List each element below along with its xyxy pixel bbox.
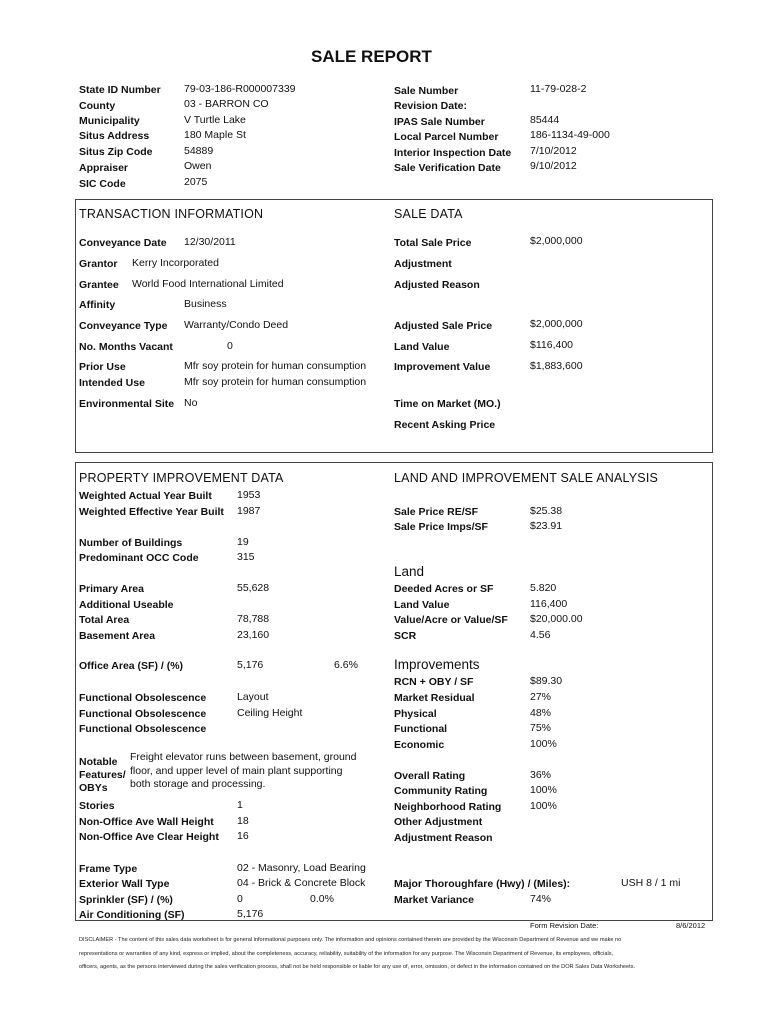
primary-area-label: Primary Area	[79, 583, 144, 595]
revision-date-label: Revision Date:	[394, 100, 467, 112]
sprinkler-label: Sprinkler (SF) / (%)	[79, 894, 173, 906]
imps-sf-label: Sale Price Imps/SF	[394, 521, 488, 533]
total-area-label: Total Area	[79, 614, 130, 626]
property-title: PROPERTY IMPROVEMENT DATA	[79, 471, 284, 485]
buildings-label: Number of Buildings	[79, 537, 183, 549]
frame-value: 02 - Masonry, Load Bearing	[237, 862, 366, 874]
improvements-subtitle: Improvements	[394, 657, 480, 672]
env-site-label: Environmental Site	[79, 398, 175, 410]
inspection-date-label: Interior Inspection Date	[394, 147, 512, 159]
grantee-value: World Food International Limited	[132, 278, 284, 290]
overall-label: Overall Rating	[394, 770, 466, 782]
situs-zip-value: 54889	[184, 145, 214, 157]
adjusted-sale-price-value: $2,000,000	[530, 318, 583, 330]
neighborhood-value: 100%	[530, 800, 557, 812]
basement-label: Basement Area	[79, 630, 156, 642]
fo1-value: Layout	[237, 691, 269, 703]
weyb-label: Weighted Effective Year Built	[79, 506, 224, 518]
municipality-label: Municipality	[79, 115, 140, 127]
occ-value: 315	[237, 551, 255, 563]
notable-label-line1: Notable	[79, 756, 118, 768]
notable-line2: floor, and upper level of main plant supporting	[130, 765, 343, 777]
county-label: County	[79, 100, 116, 112]
months-vacant-value: 0	[227, 340, 233, 352]
adjustment-reason-label: Adjustment Reason	[394, 832, 493, 844]
wall-height-label: Non-Office Ave Wall Height	[79, 816, 214, 828]
total-sale-price-value: $2,000,000	[530, 235, 583, 247]
adjusted-reason-label: Adjusted Reason	[394, 279, 480, 291]
total-sale-price-label: Total Sale Price	[394, 237, 472, 249]
stories-value: 1	[237, 799, 243, 811]
intended-use-label: Intended Use	[79, 377, 145, 389]
value-acre-value: $20,000.00	[530, 613, 583, 625]
physical-label: Physical	[394, 708, 437, 720]
fo2-value: Ceiling Height	[237, 707, 303, 719]
office-label: Office Area (SF) / (%)	[79, 660, 184, 672]
re-sf-value: $25.38	[530, 505, 563, 517]
adjustment-label: Adjustment	[394, 258, 452, 270]
transaction-title: TRANSACTION INFORMATION	[79, 207, 264, 221]
land-value-label: Land Value	[394, 341, 450, 353]
improvement-value-label: Improvement Value	[394, 361, 491, 373]
adjusted-sale-price-label: Adjusted Sale Price	[394, 320, 493, 332]
other-adjustment-label: Other Adjustment	[394, 816, 483, 828]
thoroughfare-label: Major Thoroughfare (Hwy) / (Miles):	[394, 878, 571, 890]
time-on-market-label: Time on Market (MO.)	[394, 398, 501, 410]
prior-use-value: Mfr soy protein for human consumption	[184, 360, 367, 372]
situs-address-value: 180 Maple St	[184, 129, 246, 141]
economic-value: 100%	[530, 738, 557, 750]
economic-label: Economic	[394, 739, 445, 751]
community-value: 100%	[530, 784, 557, 796]
land-value-value: $116,400	[530, 339, 574, 351]
primary-area-value: 55,628	[237, 582, 270, 594]
re-sf-label: Sale Price RE/SF	[394, 506, 479, 518]
affinity-label: Affinity	[79, 299, 116, 311]
basement-value: 23,160	[237, 629, 270, 641]
sprinkler-pct-value: 0.0%	[310, 893, 334, 905]
clear-height-value: 16	[237, 830, 249, 842]
sprinkler-sf-value: 0	[237, 893, 243, 905]
conveyance-type-value: Warranty/Condo Deed	[184, 319, 289, 331]
market-variance-value: 74%	[530, 893, 552, 905]
clear-height-label: Non-Office Ave Clear Height	[79, 831, 219, 843]
weyb-value: 1987	[237, 505, 261, 517]
functional-label: Functional	[394, 723, 448, 735]
neighborhood-label: Neighborhood Rating	[394, 801, 502, 813]
wayb-value: 1953	[237, 489, 261, 501]
ipas-value: 85444	[530, 114, 560, 126]
total-area-value: 78,788	[237, 613, 270, 625]
form-revision-label: Form Revision Date:	[530, 921, 599, 930]
analysis-title: LAND AND IMPROVEMENT SALE ANALYSIS	[394, 471, 659, 485]
fo1-label: Functional Obsolescence	[79, 692, 207, 704]
disclaimer-line2: representations or warranties of any kind, express or implied, about the completeness, accuracy, reliability, suitability of the information for any purpose. The Wisconsin Department of Revenue, its employees, officials,	[79, 951, 614, 957]
notable-line1: Freight elevator runs between basement, ground	[130, 751, 357, 763]
market-residual-value: 27%	[530, 691, 552, 703]
appraiser-label: Appraiser	[79, 162, 129, 174]
overall-value: 36%	[530, 769, 552, 781]
fo2-label: Functional Obsolescence	[79, 708, 207, 720]
buildings-value: 19	[237, 536, 249, 548]
rcn-label: RCN + OBY / SF	[394, 676, 474, 688]
ext-wall-value: 04 - Brick & Concrete Block	[237, 877, 366, 889]
wayb-label: Weighted Actual Year Built	[79, 490, 212, 502]
disclaimer-line1: DISCLAIMER - The content of this sales data worksheet is for general informational purposes only. The information and opinions contained therein are provided by the Wisconsin Department of Revenue and we make no	[79, 937, 622, 943]
functional-value: 75%	[530, 722, 552, 734]
local-parcel-label: Local Parcel Number	[394, 131, 499, 143]
additional-label: Additional Useable	[79, 599, 174, 611]
market-variance-label: Market Variance	[394, 894, 474, 906]
fo3-label: Functional Obsolescence	[79, 723, 207, 735]
conveyance-date-label: Conveyance Date	[79, 237, 167, 249]
verification-date-label: Sale Verification Date	[394, 162, 501, 174]
appraiser-value: Owen	[184, 160, 212, 172]
ac-label: Air Conditioning (SF)	[79, 909, 185, 921]
inspection-date-value: 7/10/2012	[530, 145, 577, 157]
imps-sf-value: $23.91	[530, 520, 563, 532]
scr-label: SCR	[394, 630, 417, 642]
report-title: SALE REPORT	[311, 47, 432, 66]
conveyance-type-label: Conveyance Type	[79, 320, 168, 332]
state-id-value: 79-03-186-R000007339	[184, 83, 296, 95]
sic-code-label: SIC Code	[79, 178, 126, 190]
county-value: 03 - BARRON CO	[184, 98, 269, 110]
situs-address-label: Situs Address	[79, 130, 150, 142]
deeded-value: 5.820	[530, 582, 557, 594]
ipas-label: IPAS Sale Number	[394, 116, 485, 128]
land-subtitle: Land	[394, 564, 425, 579]
sale-data-title: SALE DATA	[394, 207, 463, 221]
notable-label-line2: Features/	[79, 769, 126, 781]
ac-value: 5,176	[237, 908, 264, 920]
deeded-label: Deeded Acres or SF	[394, 583, 494, 595]
rcn-value: $89.30	[530, 675, 563, 687]
improvement-value-value: $1,883,600	[530, 360, 583, 372]
thoroughfare-value: USH 8 / 1 mi	[621, 877, 681, 889]
affinity-value: Business	[184, 298, 227, 310]
verification-date-value: 9/10/2012	[530, 160, 577, 172]
local-parcel-value: 186-1134-49-000	[530, 129, 610, 141]
intended-use-value: Mfr soy protein for human consumption	[184, 376, 367, 388]
municipality-value: V Turtle Lake	[184, 114, 246, 126]
grantee-label: Grantee	[79, 279, 119, 291]
frame-label: Frame Type	[79, 863, 138, 875]
office-sf-value: 5,176	[237, 659, 264, 671]
sale-number-value: 11-79-028-2	[530, 83, 587, 95]
analysis-land-value-label: Land Value	[394, 599, 450, 611]
grantor-label: Grantor	[79, 258, 118, 270]
value-acre-label: Value/Acre or Value/SF	[394, 614, 508, 626]
stories-label: Stories	[79, 800, 115, 812]
disclaimer-line3: officers, agents, as the persons interviewed during the sales verification process, shall not be held responsible or liable for any use of, error, omission, or defect in the information contained on the DOR Sales Data Worksheets.	[79, 964, 636, 970]
community-label: Community Rating	[394, 785, 488, 797]
prior-use-label: Prior Use	[79, 361, 126, 373]
state-id-label: State ID Number	[79, 84, 161, 96]
grantor-value: Kerry Incorporated	[132, 257, 219, 269]
recent-asking-label: Recent Asking Price	[394, 419, 496, 431]
env-site-value: No	[184, 397, 198, 409]
sic-code-value: 2075	[184, 176, 208, 188]
ext-wall-label: Exterior Wall Type	[79, 878, 170, 890]
wall-height-value: 18	[237, 815, 249, 827]
form-revision-date: 8/6/2012	[676, 921, 706, 930]
market-residual-label: Market Residual	[394, 692, 475, 704]
sale-number-label: Sale Number	[394, 85, 459, 97]
months-vacant-label: No. Months Vacant	[79, 341, 173, 353]
notable-line3: both storage and processing.	[130, 778, 266, 790]
occ-label: Predominant OCC Code	[79, 552, 199, 564]
office-pct-value: 6.6%	[334, 659, 358, 671]
scr-value: 4.56	[530, 629, 551, 641]
conveyance-date-value: 12/30/2011	[184, 236, 236, 248]
analysis-land-value: 116,400	[530, 598, 568, 610]
notable-label-line3: OBYs	[79, 782, 108, 794]
physical-value: 48%	[530, 707, 552, 719]
situs-zip-label: Situs Zip Code	[79, 146, 153, 158]
